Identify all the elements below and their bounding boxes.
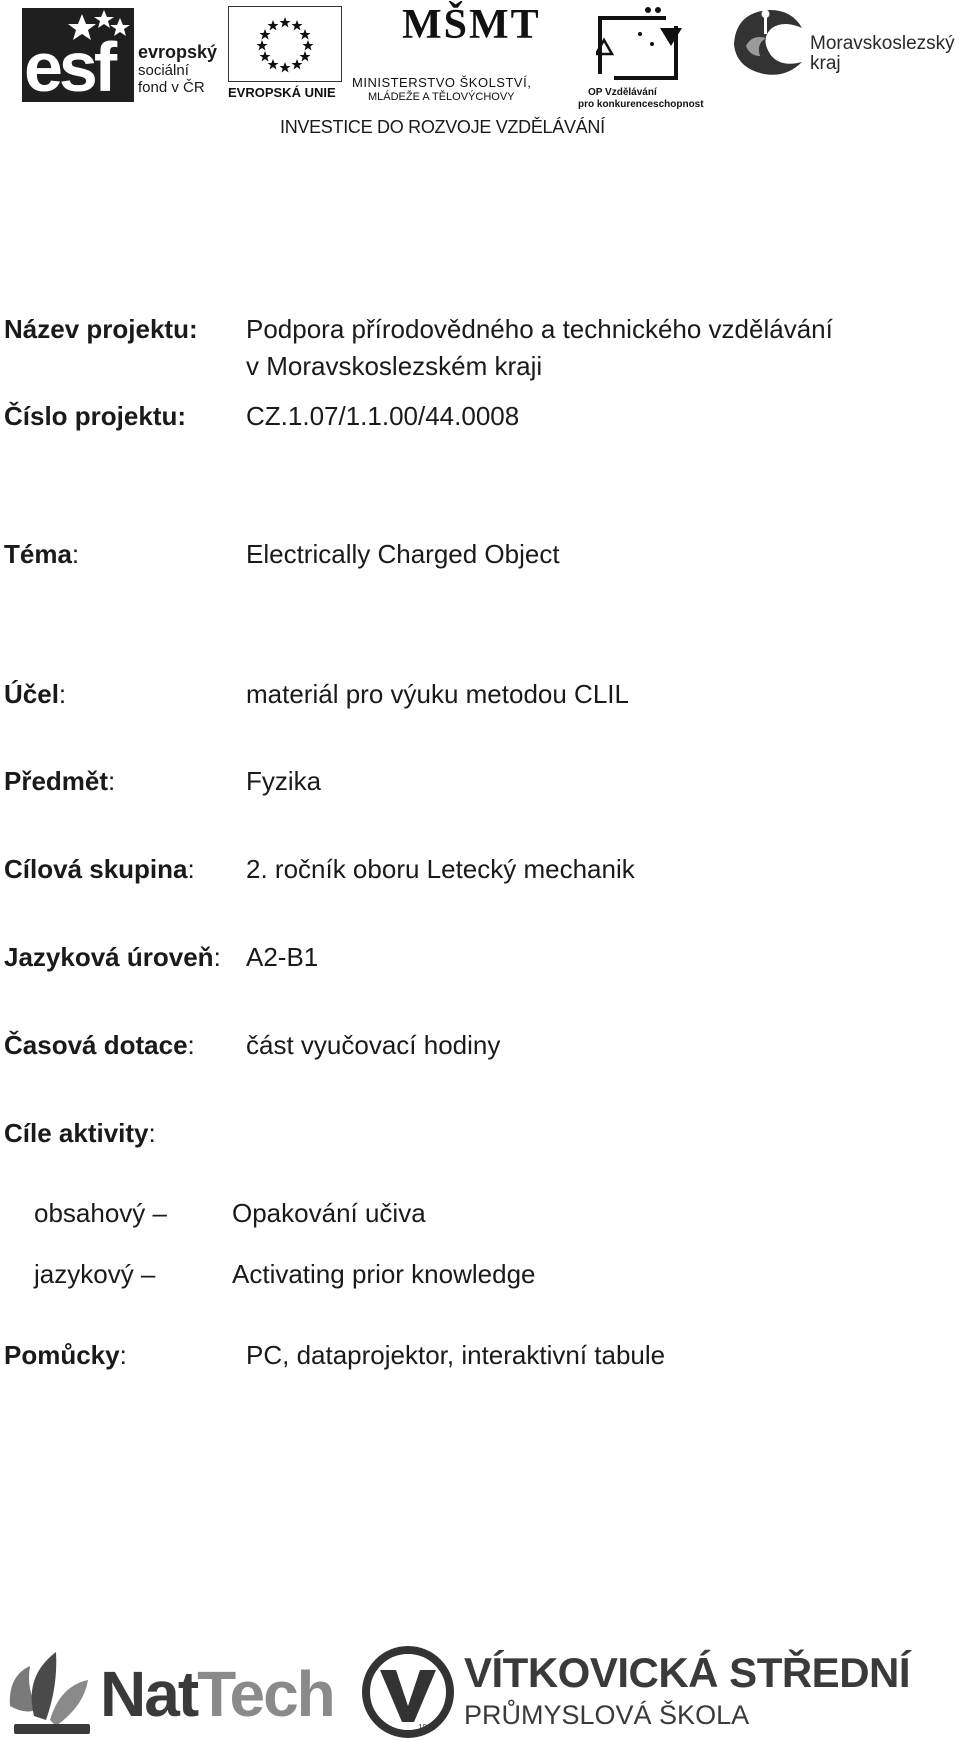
ucel-colon: : xyxy=(58,679,67,709)
casova-dotace-label xyxy=(4,1032,195,1058)
pomucky-colon: : xyxy=(119,1340,127,1370)
op-vzdelavani-icon xyxy=(596,4,686,84)
cilova-skupina-label-text: Cílová skupina xyxy=(4,854,188,884)
msmt-caption-2: MLÁDEŽE A TĚLOVÝCHOVY xyxy=(368,91,515,103)
nattech-nat: Nat xyxy=(100,1658,198,1730)
predmet-colon: : xyxy=(108,766,116,796)
predmet-label-text: Předmět xyxy=(4,766,109,796)
esf-caption-line2: sociální xyxy=(138,62,189,79)
cile-aktivity-colon: : xyxy=(148,1118,156,1148)
esf-caption-line1: evropský xyxy=(138,42,218,62)
cilova-skupina-colon: : xyxy=(187,854,195,884)
tema-colon: : xyxy=(71,539,80,569)
cilova-skupina-label xyxy=(4,856,195,882)
predmet-label xyxy=(4,768,115,794)
ucel-label xyxy=(4,681,66,707)
vitkovicka-emblem-icon xyxy=(360,1644,456,1740)
nazev-projektu-value-line2: v Moravskoslezském kraji xyxy=(246,351,543,381)
kraj-caption-line1: Moravskoslezský xyxy=(810,33,955,54)
vitkovicka-logo xyxy=(360,1644,960,1741)
esf-logo xyxy=(22,8,218,106)
ucel-value: materiál pro výuku metodou CLIL xyxy=(246,679,629,709)
cislo-projektu-label: Číslo projektu: xyxy=(4,401,187,431)
esf-caption-line3: fond v ČR xyxy=(138,79,205,96)
esf-letters: esf xyxy=(24,28,114,106)
jazykova-uroven-label-text: Jazyková úroveň xyxy=(4,942,214,972)
op-caption-1: OP Vzdělávání xyxy=(588,87,657,98)
nattech-logo xyxy=(4,1646,344,1741)
moravskoslezsky-kraj-logo xyxy=(726,4,958,80)
predmet-value: Fyzika xyxy=(246,766,322,796)
jazykovy-value: Activating prior knowledge xyxy=(232,1259,536,1289)
op-caption-2: pro konkurenceschopnost xyxy=(578,99,704,110)
tema-label-text: Téma xyxy=(4,539,72,569)
eu-flag-icon xyxy=(228,6,342,82)
msmt-logo xyxy=(352,4,552,104)
obsahovy-label: obsahový – xyxy=(34,1198,167,1228)
eu-caption: EVROPSKÁ UNIE xyxy=(228,85,336,100)
ucel-label-text: Účel xyxy=(4,679,59,709)
obsahovy-value: Opakování učiva xyxy=(232,1198,426,1228)
eu-logo xyxy=(228,6,344,104)
jazykova-uroven-label xyxy=(4,944,221,970)
vitkovicka-year: 1828 xyxy=(418,1723,436,1732)
vitkovicka-line2: PRŮMYSLOVÁ ŠKOLA xyxy=(464,1700,750,1730)
nazev-projektu-value-line1: Podpora přírodovědného a technického vzdělávání xyxy=(246,314,833,344)
kraj-caption-line2: kraj xyxy=(810,53,841,74)
cile-aktivity-label-text: Cíle aktivity xyxy=(4,1118,149,1148)
nattech-wordmark xyxy=(100,1658,334,1730)
jazykovy-label: jazykový – xyxy=(34,1259,156,1289)
tema-label xyxy=(4,541,79,567)
tema-value: Electrically Charged Object xyxy=(246,539,560,569)
cilova-skupina-value: 2. ročník oboru Letecký mechanik xyxy=(246,854,635,884)
cislo-projektu-value: CZ.1.07/1.1.00/44.0008 xyxy=(246,401,520,431)
pomucky-value: PC, dataprojektor, interaktivní tabule xyxy=(246,1340,666,1370)
nazev-projektu-label: Název projektu: xyxy=(4,314,198,344)
casova-dotace-value: část vyučovací hodiny xyxy=(246,1030,501,1060)
msmt-mark: MŠMT xyxy=(402,2,541,48)
esf-mark xyxy=(22,8,134,106)
nattech-leaf-icon xyxy=(4,1646,98,1741)
tagline: INVESTICE DO ROZVOJE VZDĚLÁVÁNÍ xyxy=(280,117,605,137)
kraj-caption xyxy=(810,34,955,74)
casova-dotace-colon: : xyxy=(187,1030,195,1060)
jazykova-uroven-value: A2-B1 xyxy=(246,942,319,972)
jazykova-uroven-colon: : xyxy=(213,942,221,972)
vitkovicka-line1: VÍTKOVICKÁ STŘEDNÍ xyxy=(464,1649,911,1696)
nattech-tech: Tech xyxy=(197,1658,334,1730)
op-logo xyxy=(578,4,704,110)
casova-dotace-label-text: Časová dotace xyxy=(4,1030,188,1060)
kraj-emblem-icon xyxy=(726,4,806,80)
pomucky-label xyxy=(4,1342,127,1368)
esf-caption xyxy=(138,44,217,96)
pomucky-label-text: Pomůcky xyxy=(4,1340,120,1370)
cile-aktivity-label xyxy=(4,1120,156,1146)
msmt-caption-1: MINISTERSTVO ŠKOLSTVÍ, xyxy=(352,75,532,90)
